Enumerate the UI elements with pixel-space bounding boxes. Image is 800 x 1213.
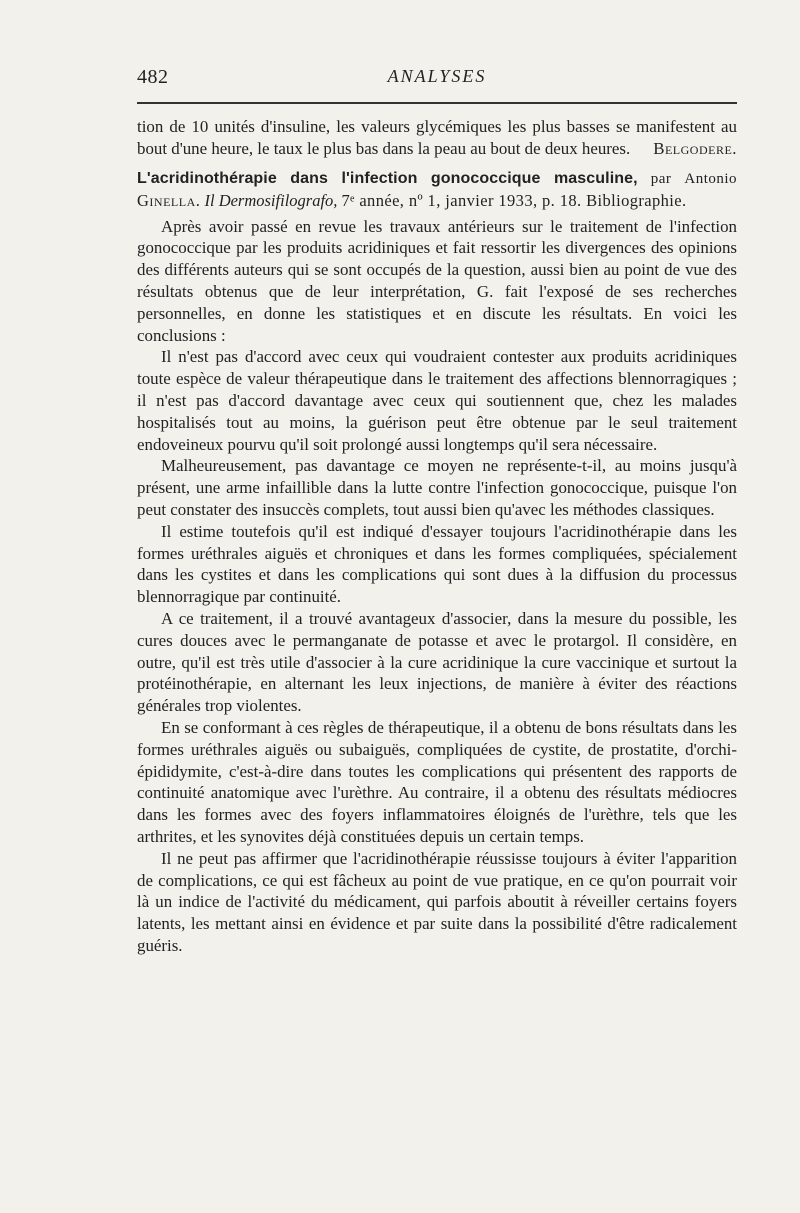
paragraph: Il estime toutefois qu'il est indiqué d'essayer toujours l'acridinothérapie dans les formes uréthrales aiguës et chroniques et dans les formes compliquées, spécialement dans les cystites et dans les complications qui sont dues à la diffusion du processus blennorragique par continuité. (137, 521, 737, 607)
body-text (137, 116, 737, 957)
article-by: par (650, 170, 672, 187)
paragraph: En se conformant à ces règles de thérapeutique, il a obtenu de bons résultats dans les formes uréthrales aiguës ou subaiguës, compliquées de cystite, de prostatite, d'orchi-épididymite, c'est-à-dire dans toutes les complications qui présentent des rapports de continuité anatomique avec l'urèthre. Au contraire, il a obtenu des résultats médiocres dans les formes avec des foyers inflammatoires éloignés de l'urèthre, tels que les arthrites, et les synovites déjà constituées depuis un certain temps. (137, 717, 737, 846)
paragraph: Après avoir passé en revue les travaux antérieurs sur le traitement de l'infection gonococcique par les produits acridiniques et fait ressortir les divergences des opinions des différents auteurs qui se sont occupés de la question, aussi bien au point de vue des résultats obtenus que de leur interprétation, G. fait l'exposé de ses recherches personnelles, en donne les statistiques et en discute les résultats. En voici les conclusions : (137, 216, 737, 345)
running-head: ANALYSES (387, 66, 487, 86)
paragraph: Il n'est pas d'accord avec ceux qui voudraient contester aux produits acridiniques toute espèce de valeur thérapeutique dans le traitement des affections blennorragiques ; il n'est pas d'accord davantage avec ceux qui soutiennent que, chez les malades hospitalisés tout au moins, la guérison peut être obtenue par le seul traitement endoveineux pourvu qu'il soit prolongé aussi longtemps qu'il sera nécessaire. (137, 347, 737, 454)
header-rule (137, 102, 737, 104)
previous-article-signature: Belgodere. (653, 138, 737, 158)
paragraph: Malheureusement, pas davantage ce moyen ne représente-t-il, au moins jusqu'à présent, une arme infaillible dans la lutte contre l'infection gonococcique, puisque l'on peut constater des insuccès complets, tout aussi bien qu'avec les méthodes classiques. (137, 456, 737, 519)
article-meta: 7ᵉ année, nº 1, janvier 1933, p. 18. Bibliographie. (341, 191, 687, 211)
article-author-last: Ginella. (137, 191, 201, 211)
page-header (137, 66, 737, 96)
article-title: L'acridinothérapie dans l'infection gonococcique masculine, (137, 169, 638, 187)
page-number: 482 (137, 66, 169, 88)
paragraph: Il ne peut pas affirmer que l'acridinothérapie réussisse toujours à éviter l'apparition de complications, ce qui est fâcheux au point de vue pratique, en ce qu'on pourrait voir là un indice de l'activité du médicament, qui parfois aboutit à réveiller certains foyers latents, les mettant ainsi en évidence et par suite dans la possibilité d'être radicalement guéris. (137, 848, 737, 955)
article-author-first: Antonio (684, 170, 738, 187)
paragraph: A ce traitement, il a trouvé avantageux d'associer, dans la mesure du possible, les cures douces avec le permanganate de potasse et avec le protargol. Il considère, en outre, qu'il est très utile d'associer à la cure acridinique la cure vaccinique et surtout la protéinothérapie, en alternant les leux injections, de manière à éviter des réactions générales trop violentes. (137, 608, 737, 716)
article-heading (137, 167, 737, 212)
previous-article-text: tion de 10 unités d'insuline, les valeurs glycémiques les plus basses se manifestent au bout d'une heure, le taux le plus bas dans la peau au bout de deux heures. (137, 117, 737, 158)
article-journal: Il Dermosifilografo, (204, 191, 338, 211)
